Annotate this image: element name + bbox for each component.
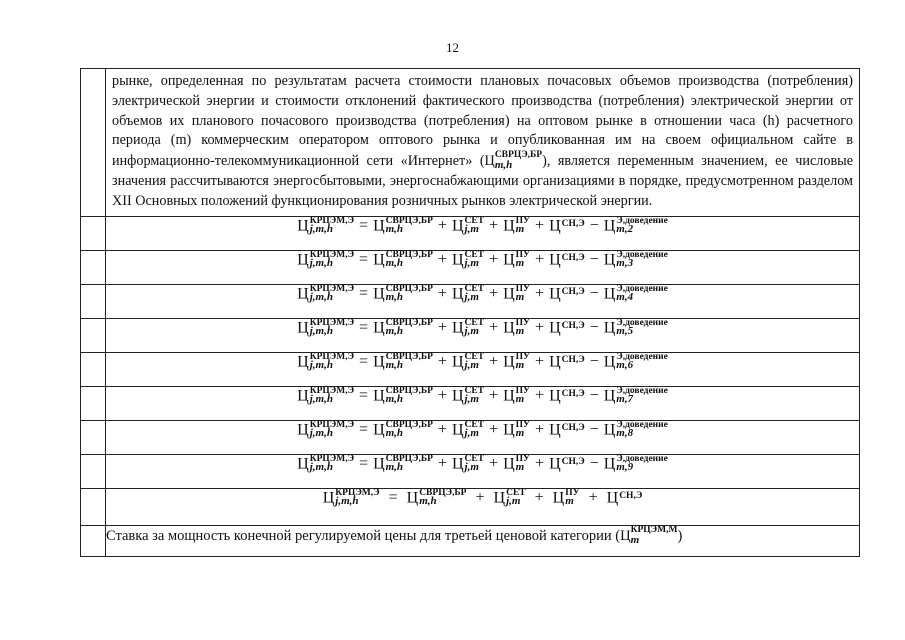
formula: Ц КРЦЭМ,Э j,m,h = Ц СВРЦЭ,БР m,h + Ц СЕТ j,m + Ц ПУ m + Ц СН,Э − Ц Э,доведение m,6 — [106, 352, 860, 386]
formula-row — [81, 420, 860, 454]
document-table — [80, 68, 860, 557]
formula-row — [81, 352, 860, 386]
paragraph-cell — [106, 69, 860, 217]
formula-row — [81, 454, 860, 488]
formula: Ц КРЦЭМ,Э j,m,h = Ц СВРЦЭ,БР m,h + Ц СЕТ j,m + Ц ПУ m + Ц СН,Э − Ц Э,доведение m,5 — [106, 318, 860, 352]
stavka-row — [81, 525, 860, 556]
formula-final: Ц КРЦЭМ,Э j,m,h = Ц СВРЦЭ,БР m,h + Ц СЕТ j,m + Ц ПУ m + Ц СН,Э — [106, 488, 860, 525]
page-number: 12 — [446, 40, 459, 55]
formula: Ц КРЦЭМ,Э j,m,h = Ц СВРЦЭ,БР m,h + Ц СЕТ j,m + Ц ПУ m + Ц СН,Э − Ц Э,доведение m,9 — [106, 454, 860, 488]
left-cell — [81, 69, 106, 217]
formula: Ц КРЦЭМ,Э j,m,h = Ц СВРЦЭ,БР m,h + Ц СЕТ j,m + Ц ПУ m + Ц СН,Э − Ц Э,доведение m,2 — [106, 216, 860, 250]
formula: Ц КРЦЭМ,Э j,m,h = Ц СВРЦЭ,БР m,h + Ц СЕТ j,m + Ц ПУ m + Ц СН,Э − Ц Э,доведение m,4 — [106, 284, 860, 318]
stavka-cell: Ставка за мощность конечной регулируемой цены для третьей ценовой категории (Ц КРЦЭМ,М m ) — [106, 525, 860, 556]
formula-row — [81, 216, 860, 250]
formula-row — [81, 386, 860, 420]
formula-row-final — [81, 488, 860, 525]
formula-row — [81, 318, 860, 352]
formula-row — [81, 284, 860, 318]
paragraph-text: рынке, определенная по результатам расчета стоимости плановых почасовых объемов производства (потребления) электрической энергии и стоимости отклонений фактического производства (потребления) электрической энергии от объемов их планового почасового производства (потребления) на оптовом рынке в отношении часа (h) расчетного периода (m) коммерческим оператором оптового рынка и опубликованная им на своем официальном сайте в информационно-телекоммуникационной сети «Интернет» (Ц СВРЦЭ,БР m,h ), является переменным значением, ее числовые значения рассчитываются энергосбытовыми, энергоснабжающими организациями в порядке, предусмотренном разделом XII Основных положений функционирования розничных рынков электрической энергии. — [112, 73, 854, 209]
formula: Ц КРЦЭМ,Э j,m,h = Ц СВРЦЭ,БР m,h + Ц СЕТ j,m + Ц ПУ m + Ц СН,Э − Ц Э,доведение m,8 — [106, 420, 860, 454]
paragraph-row — [81, 69, 860, 217]
formula: Ц КРЦЭМ,Э j,m,h = Ц СВРЦЭ,БР m,h + Ц СЕТ j,m + Ц ПУ m + Ц СН,Э − Ц Э,доведение m,3 — [106, 250, 860, 284]
inline-price-scripts: СВРЦЭ,БР m,h — [494, 150, 543, 172]
formula: Ц КРЦЭМ,Э j,m,h = Ц СВРЦЭ,БР m,h + Ц СЕТ j,m + Ц ПУ m + Ц СН,Э − Ц Э,доведение m,7 — [106, 386, 860, 420]
formula-row — [81, 250, 860, 284]
